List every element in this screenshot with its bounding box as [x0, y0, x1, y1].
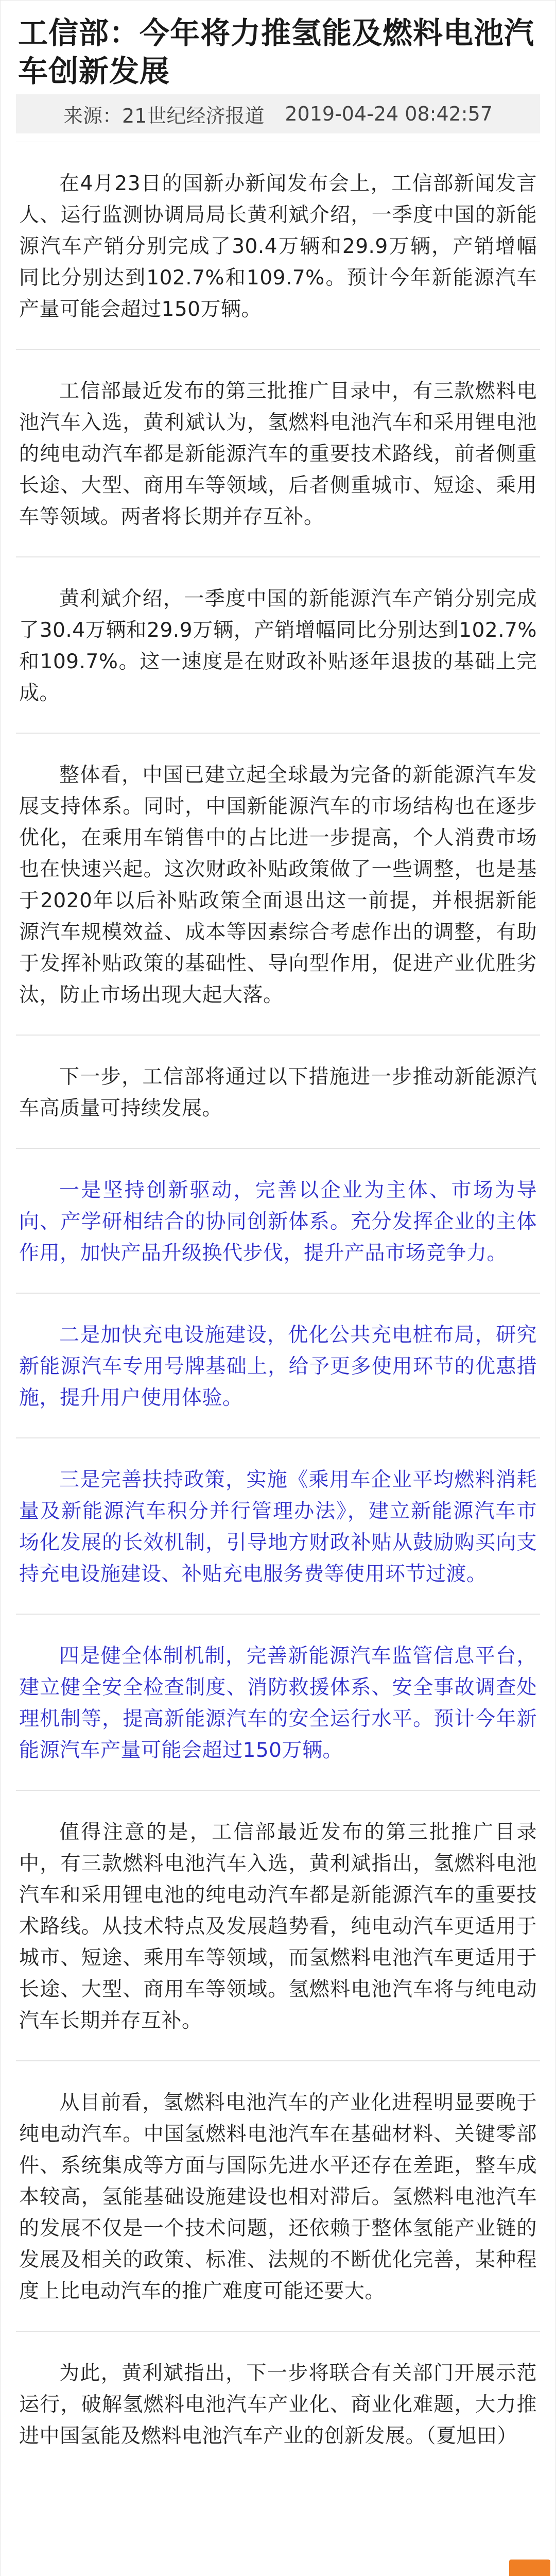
paragraph-section — [16, 142, 540, 349]
paragraph-section — [16, 350, 540, 556]
paragraph: 一是坚持创新驱动，完善以企业为主体、市场为导向、产学研相结合的协同创新体系。充分发挥企业的主体作用，加快产品升级换代步伐，提升产品市场竞争力。 — [19, 1179, 537, 1265]
paragraph: 整体看，中国已建立起全球最为完备的新能源汽车发展支持体系。同时，中国新能源汽车的市场结构也在逐步优化，在乘用车销售中的占比进一步提高，个人消费市场也在快速兴起。这次财政补贴政策做了一些调整，也是基于2020年以后补贴政策全面退出这一前提，并根据新能源汽车规模效益、成本等因素综合考虑作出的调整，有助于发挥补贴政策的基础性、导向型作用，促进产业优胜劣汰，防止市场出现大起大落。 — [19, 764, 537, 1007]
paragraph: 下一步，工信部将通过以下措施进一步推动新能源汽车高质量可持续发展。 — [19, 1065, 537, 1120]
paragraph-section — [16, 1036, 540, 1148]
article-title: 工信部：今年将力推氢能及燃料电池汽车创新发展 — [18, 15, 535, 89]
paragraph-section — [16, 557, 540, 733]
paragraph: 值得注意的是，工信部最近发布的第三批推广目录中，有三款燃料电池汽车入选，黄利斌指出，氢燃料电池汽车和采用锂电池的纯电动汽车都是新能源汽车的重要技术路线。从技术特点及发展趋势看，纯电动汽车更适用于城市、短途、乘用车等领域，而氢燃料电池汽车更适用于长途、大型、商用车等领域。氢燃料电池汽车将与纯电动汽车长期并存互补。 — [19, 1821, 537, 2032]
paragraph-section — [16, 1294, 540, 1437]
paragraph: 四是健全体制机制，完善新能源汽车监管信息平台，建立健全安全检查制度、消防救援体系、安全事故调查处理机制等，提高新能源汽车的安全运行水平。预计今年新能源汽车产量可能会超过150万辆。 — [19, 1645, 537, 1762]
article-date: 2019-04-24 08:42:57 — [285, 103, 493, 125]
paragraph: 在4月23日的国新办新闻发布会上，工信部新闻发言人、运行监测协调局局长黄利斌介绍，一季度中国的新能源汽车产销分别完成了30.4万辆和29.9万辆，产销增幅同比分别达到102.7%和109.7%。预计今年新能源汽车产量可能会超过150万辆。 — [19, 172, 537, 321]
paragraph-section — [16, 1615, 540, 1790]
paragraph: 工信部最近发布的第三批推广目录中，有三款燃料电池汽车入选，黄利斌认为，氢燃料电池汽车和采用锂电池的纯电动汽车都是新能源汽车的重要技术路线，前者侧重长途、大型、商用车等领域，后者侧重城市、短途、乘用车等领域。两者将长期并存互补。 — [19, 380, 537, 529]
paragraph-section — [16, 734, 540, 1035]
paragraph: 黄利斌介绍，一季度中国的新能源汽车产销分别完成了30.4万辆和29.9万辆，产销增幅同比分别达到102.7%和109.7%。这一速度是在财政补贴逐年退拔的基础上完成。 — [19, 587, 537, 705]
article-source: 来源：21世纪经济报道 — [63, 104, 265, 127]
paragraph-section — [16, 1791, 540, 2060]
paragraph: 二是加快充电设施建设，优化公共充电桩布局，研究新能源汽车专用号牌基础上，给予更多使用环节的优惠措施，提升用户使用体验。 — [19, 1324, 537, 1410]
paragraph-section — [16, 2061, 540, 2331]
paragraph-section — [16, 2332, 540, 2476]
paragraph: 三是完善扶持政策，实施《乘用车企业平均燃料消耗量及新能源汽车积分并行管理办法》，建立新能源汽车市场化发展的长效机制，引导地方财政补贴从鼓励购买向支持充电设施建设、补贴充电服务费等使用环节过渡。 — [19, 1468, 537, 1586]
share-button[interactable] — [509, 2560, 550, 2576]
paragraph-section — [16, 1438, 540, 1614]
paragraph-section — [16, 1149, 540, 1293]
paragraph: 为此，黄利斌指出，下一步将联合有关部门开展示范运行，破解氢燃料电池汽车产业化、商业化难题，大力推进中国氢能及燃料电池汽车产业的创新发展。（夏旭田） — [19, 2362, 537, 2448]
article-body — [16, 142, 540, 2476]
article-meta — [16, 94, 540, 133]
paragraph: 从目前看，氢燃料电池汽车的产业化进程明显要晚于纯电动汽车。中国氢燃料电池汽车在基础材料、关键零部件、系统集成等方面与国际先进水平还存在差距，整车成本较高，氢能基础设施建设也相对滞后。氢燃料电池汽车的发展不仅是一个技术问题，还依赖于整体氢能产业链的发展及相关的政策、标准、法规的不断优化完善，某种程度上比电动汽车的推广难度可能还要大。 — [19, 2091, 537, 2303]
